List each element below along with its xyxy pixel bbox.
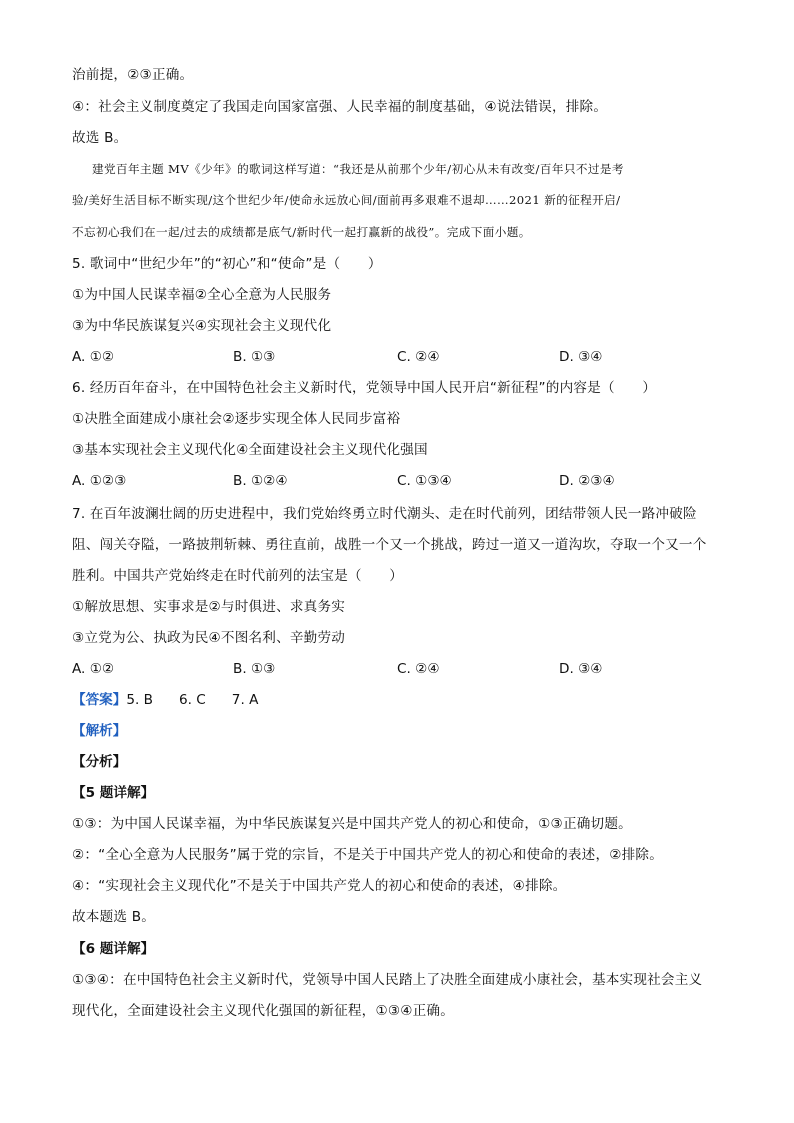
option-c: C. ①③④ [397, 473, 452, 489]
question-stem: 7. 在百年波澜壮阔的历史进程中，我们党始终勇立时代潮头、走在时代前列，团结带领人民一路冲破险 [72, 506, 697, 522]
explanation-line: 现代化，全面建设社会主义现代化强国的新征程，①③④正确。 [72, 1003, 455, 1019]
answer-tag: 【答案】 [72, 692, 127, 708]
text-line: 故选 B。 [72, 130, 128, 146]
option-c: C. ②④ [397, 661, 440, 677]
explanation-line: ②：“全心全意为人民服务”属于党的宗旨，不是关于中国共产党人的初心和使命的表述，②排除。 [72, 847, 664, 863]
option-b: B. ①③ [233, 349, 276, 365]
answer-6: 6. C [179, 692, 206, 708]
option-b: B. ①③ [233, 661, 276, 677]
passage-line: 不忘初心我们在一起/过去的成绩都是底气/新时代一起打赢新的战役”。完成下面小题。 [72, 225, 531, 239]
option-d: D. ②③④ [559, 473, 615, 489]
question-item: ①为中国人民谋幸福②全心全意为人民服务 [72, 287, 332, 303]
explanation-line: ①③④：在中国特色社会主义新时代，党领导中国人民踏上了决胜全面建成小康社会，基本实现社会主义 [72, 972, 703, 988]
explanation-line: ①③：为中国人民谋幸福，为中华民族谋复兴是中国共产党人的初心和使命，①③正确切题。 [72, 816, 632, 832]
text-line: ④：社会主义制度奠定了我国走向国家富强、人民幸福的制度基础，④说法错误，排除。 [72, 99, 608, 115]
question-item: ①决胜全面建成小康社会②逐步实现全体人民同步富裕 [72, 411, 401, 427]
question-stem: 5. 歌词中“世纪少年”的“初心”和“使命”是（ ） [72, 256, 382, 272]
answer-5: 5. B [126, 692, 153, 708]
question-item: ③基本实现社会主义现代化④全面建设社会主义现代化强国 [72, 442, 428, 458]
question-stem: 胜利。中国共产党始终走在时代前列的法宝是（ ） [72, 568, 404, 584]
option-c: C. ②④ [397, 349, 440, 365]
explanation-line: ④：“实现社会主义现代化”不是关于中国共产党人的初心和使命的表述，④排除。 [72, 878, 567, 894]
analysis-heading: 【解析】 [72, 723, 127, 739]
option-b: B. ①②④ [233, 473, 288, 489]
passage-line: 建党百年主题 MV《少年》的歌词这样写道：“我还是从前那个少年/初心从未有改变/百年只不过是考 [92, 162, 624, 176]
answer-7: 7. A [231, 692, 259, 708]
explanation-line: 故本题选 B。 [72, 909, 156, 925]
option-d: D. ③④ [559, 349, 603, 365]
answer-options [72, 660, 722, 678]
option-a: A. ①②③ [72, 473, 127, 489]
detail-heading-5: 【5 题详解】 [72, 785, 155, 801]
answer-options [72, 348, 722, 366]
analysis-subheading: 【分析】 [72, 754, 127, 770]
question-item: ③立党为公、执政为民④不图名利、辛勤劳动 [72, 630, 346, 646]
question-item: ③为中华民族谋复兴④实现社会主义现代化 [72, 318, 332, 334]
answer-line [72, 691, 272, 709]
passage-line: 验/美好生活目标不断实现/这个世纪少年/使命永远放心间/面前再多艰难不退却……2021 新的征程开启/ [72, 193, 621, 207]
answer-options [72, 472, 722, 490]
text-line: 治前提，②③正确。 [72, 67, 194, 83]
question-stem: 6. 经历百年奋斗，在中国特色社会主义新时代，党领导中国人民开启“新征程”的内容是（ ） [72, 380, 657, 396]
question-item: ①解放思想、实事求是②与时俱进、求真务实 [72, 599, 346, 615]
option-a: A. ①② [72, 349, 115, 365]
option-d: D. ③④ [559, 661, 603, 677]
option-a: A. ①② [72, 661, 115, 677]
detail-heading-6: 【6 题详解】 [72, 941, 155, 957]
question-stem: 阻、闯关夺隘，一路披荆斩棘、勇往直前，战胜一个又一个挑战，跨过一道又一道沟坎，夺取一个又一个 [72, 537, 707, 553]
